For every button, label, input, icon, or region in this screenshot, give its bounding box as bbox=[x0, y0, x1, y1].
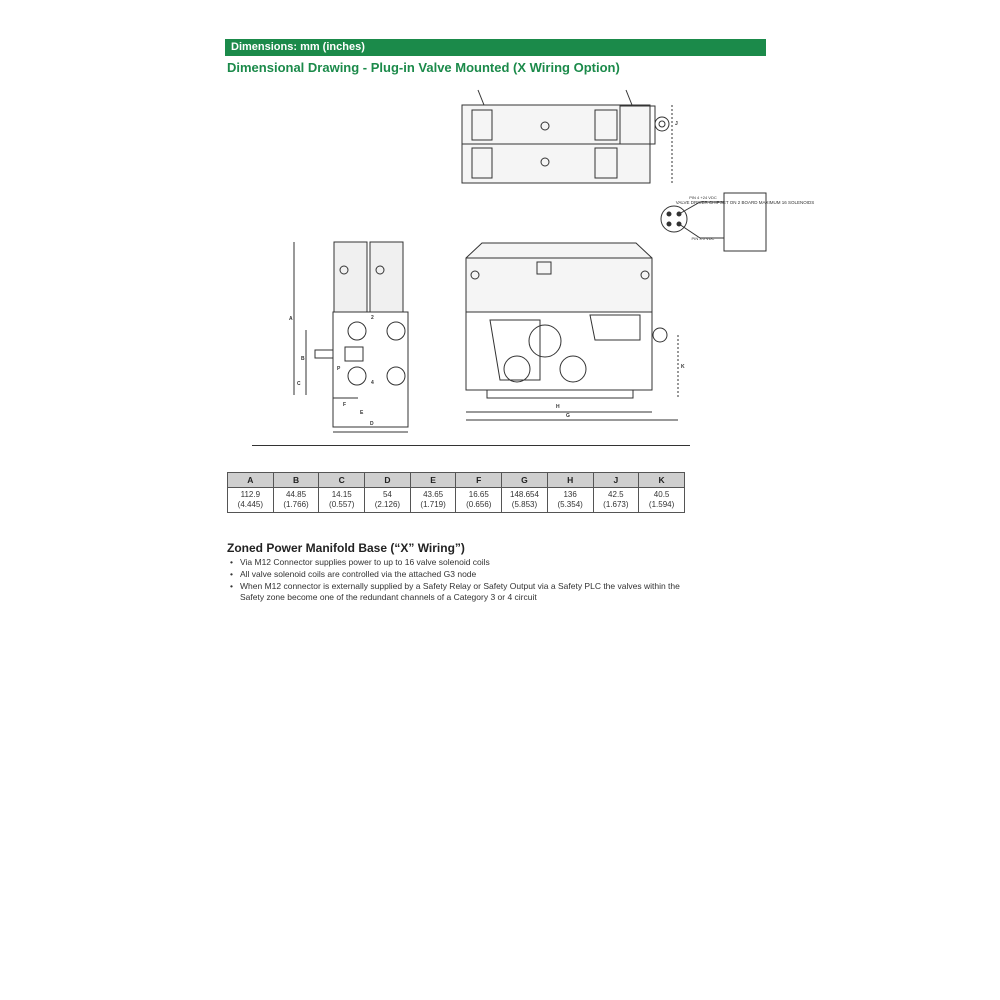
bullet-icon: • bbox=[230, 569, 233, 579]
port-label-4: 4 bbox=[371, 380, 374, 386]
dim-letter-g: G bbox=[566, 413, 570, 419]
page-title: Dimensional Drawing - Plug-in Valve Mounted (X Wiring Option) bbox=[227, 60, 620, 75]
port-label-p: P bbox=[337, 366, 341, 372]
table-cell bbox=[410, 488, 456, 513]
table-cell bbox=[593, 488, 639, 513]
column-header: J bbox=[593, 473, 639, 488]
front-view bbox=[466, 243, 678, 420]
table-cell bbox=[365, 488, 411, 513]
value-inches: (1.673) bbox=[603, 500, 629, 509]
table-cell bbox=[547, 488, 593, 513]
dim-letter-d: D bbox=[370, 421, 374, 427]
list-item-text: All valve solenoid coils are controlled via the attached G3 node bbox=[240, 569, 477, 579]
list-item bbox=[230, 581, 680, 603]
value-mm: 16.65 bbox=[468, 490, 489, 499]
table-cell bbox=[319, 488, 365, 513]
value-mm: 42.5 bbox=[608, 490, 624, 499]
dim-letter-a: A bbox=[289, 316, 293, 322]
column-header: D bbox=[365, 473, 411, 488]
wiring-label: VALVE DRIVER CHIPSET ON 2 BOARD MAXIMUM 16 SOLENOIDS bbox=[675, 200, 815, 205]
table-row bbox=[228, 488, 685, 513]
section-title: Zoned Power Manifold Base (“X” Wiring”) bbox=[227, 541, 465, 555]
value-inches: (5.354) bbox=[557, 500, 583, 509]
value-mm: 54 bbox=[382, 490, 392, 499]
dim-letter-c: C bbox=[297, 381, 301, 387]
table-header-row bbox=[228, 473, 685, 488]
list-item-text: When M12 connector is externally supplied by a Safety Relay or Safety Output via a Safety PLC the valves within the Safety zone become one of the redundant channels of a Category 3 or 4 circuit bbox=[240, 581, 680, 602]
value-inches: (2.126) bbox=[374, 500, 401, 509]
table-cell bbox=[228, 488, 274, 513]
list-item bbox=[230, 569, 680, 580]
bullet-icon: • bbox=[230, 557, 233, 567]
list-item-text: Via M12 Connector supplies power to up to 16 valve solenoid coils bbox=[240, 557, 490, 567]
top-view bbox=[462, 90, 672, 183]
feature-list bbox=[230, 557, 680, 604]
list-item bbox=[230, 557, 680, 568]
column-header: K bbox=[639, 473, 685, 488]
value-mm: 148.654 bbox=[510, 490, 539, 499]
dim-letter-h: H bbox=[556, 404, 560, 410]
dim-letter-e: E bbox=[360, 410, 364, 416]
table-cell bbox=[456, 488, 502, 513]
table-cell bbox=[273, 488, 319, 513]
value-inches: (1.719) bbox=[420, 500, 446, 509]
column-header: E bbox=[410, 473, 456, 488]
value-mm: 40.5 bbox=[653, 490, 670, 499]
value-mm: 136 bbox=[563, 490, 577, 499]
value-inches: (5.853) bbox=[511, 500, 538, 509]
bullet-icon: • bbox=[230, 581, 233, 591]
dim-letter-j: J bbox=[675, 121, 678, 127]
dim-letter-f: F bbox=[343, 402, 347, 408]
value-inches: (4.445) bbox=[237, 500, 264, 509]
dim-letter-k: K bbox=[681, 364, 685, 370]
dimensions-table bbox=[227, 472, 685, 513]
pin4-label: PIN 4 +24 VDC bbox=[689, 195, 717, 200]
value-inches: (1.766) bbox=[283, 500, 309, 509]
column-header: A bbox=[228, 473, 274, 488]
column-header: F bbox=[456, 473, 502, 488]
section-divider bbox=[252, 445, 690, 446]
port-label-2: 2 bbox=[371, 315, 374, 321]
value-inches: (0.557) bbox=[329, 500, 355, 509]
column-header: H bbox=[547, 473, 593, 488]
value-mm: 44.85 bbox=[286, 490, 307, 499]
column-header: G bbox=[502, 473, 548, 488]
section-banner: Dimensions: mm (inches) bbox=[225, 39, 766, 56]
dim-letter-b: B bbox=[301, 356, 305, 362]
value-inches: (1.594) bbox=[648, 500, 675, 509]
side-view bbox=[294, 242, 408, 432]
value-mm: 112.9 bbox=[240, 490, 261, 499]
column-header: C bbox=[319, 473, 365, 488]
value-inches: (0.656) bbox=[466, 500, 492, 509]
table-cell bbox=[639, 488, 685, 513]
column-header: B bbox=[273, 473, 319, 488]
table-cell bbox=[502, 488, 548, 513]
pin3-label: PIN 3 0 VDC bbox=[691, 236, 715, 241]
value-mm: 43.65 bbox=[423, 490, 444, 499]
value-mm: 14.15 bbox=[331, 490, 352, 499]
